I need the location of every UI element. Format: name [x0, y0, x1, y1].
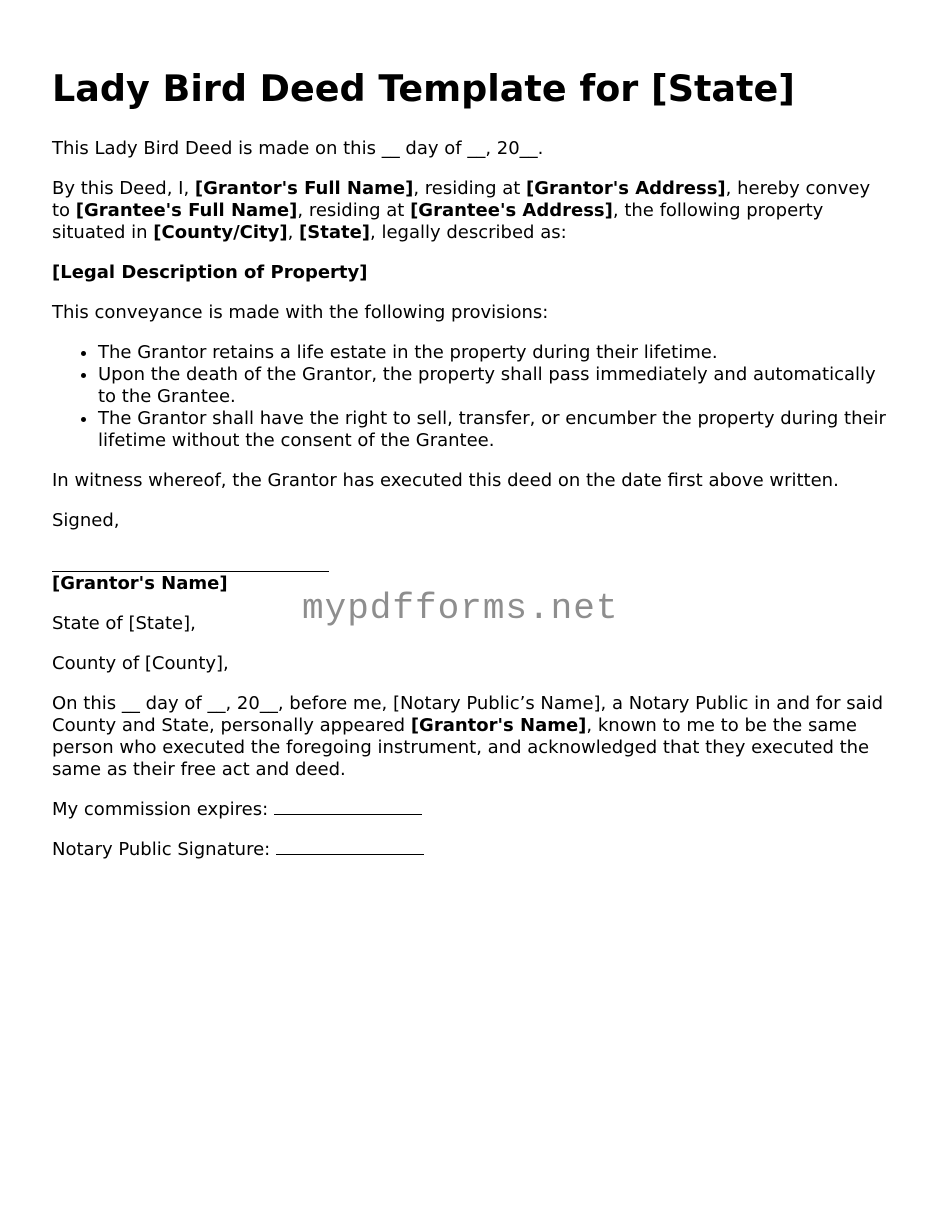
commission-expires-line [52, 799, 892, 821]
property-state: [State] [299, 222, 371, 243]
notary-acknowledgment [52, 693, 892, 781]
conveyance-text-7: , legally described as: [370, 222, 567, 243]
conveyance-text-1: By this Deed, I, [52, 178, 195, 199]
legal-description-heading [52, 262, 892, 284]
legal-description: [Legal Description of Property] [52, 262, 368, 283]
conveyance-text-6: , [287, 222, 300, 243]
notary-grantor-name: [Grantor's Name] [410, 715, 587, 736]
grantee-address: [Grantee's Address] [410, 200, 613, 221]
grantor-name-text: [Grantor's Name] [52, 573, 228, 594]
notary-signature-line [52, 839, 892, 861]
conveyance-text-2: , residing at [413, 178, 527, 199]
grantee-full-name: [Grantee's Full Name] [75, 200, 298, 221]
state-line: State of [State], [52, 613, 196, 634]
county-city: [County/City] [153, 222, 288, 243]
notary-signature-label: Notary Public Signature: [52, 839, 276, 860]
commission-date-blank[interactable] [274, 799, 422, 815]
witness-statement: In witness whereof, the Grantor has executed this deed on the date first above written. [52, 470, 839, 491]
notary-signature-blank[interactable] [276, 839, 424, 855]
county-line: County of [County], [52, 653, 229, 674]
conveyance-text-4: , residing at [297, 200, 411, 221]
document-title: Lady Bird Deed Template for [State] [52, 67, 795, 110]
notary-text-2: , known to me to be the same person who executed the foregoing instrument, and acknowledged that they executed the same as their free act and deed. [52, 715, 870, 780]
document-page [52, 66, 892, 879]
conveyance-text-3: , hereby convey to [52, 178, 871, 221]
grantor-address: [Grantor's Address] [526, 178, 726, 199]
grantor-full-name: [Grantor's Full Name] [194, 178, 414, 199]
intro-line: This Lady Bird Deed is made on this __ day of __, 20__. [52, 138, 544, 159]
commission-label: My commission expires: [52, 799, 274, 820]
signed-label: Signed, [52, 510, 120, 531]
watermark: mypdfforms.net [302, 588, 619, 629]
conveyance-paragraph [52, 178, 892, 244]
grantor-signature-line[interactable] [52, 550, 329, 572]
provisions-list [52, 342, 892, 452]
provision-item: • The Grantor retains a life estate in the property during their lifetime. [98, 342, 892, 364]
provision-item: • Upon the death of the Grantor, the property shall pass immediately and automatically to the Grantee. [98, 364, 892, 408]
provision-item: • The Grantor shall have the right to sell, transfer, or encumber the property during their lifetime without the consent of the Grantee. [98, 408, 892, 452]
notary-text-1: On this __ day of __, 20__, before me, [Notary Public’s Name], a Notary Public in and for said County and State, personally appeared [52, 693, 884, 736]
provisions-intro: This conveyance is made with the following provisions: [52, 302, 549, 323]
conveyance-text-5: , the following property situated in [52, 200, 824, 243]
